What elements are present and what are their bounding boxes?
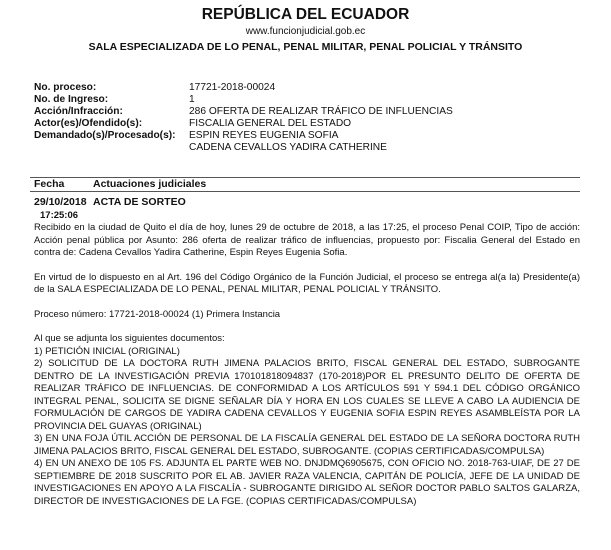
accion-value: 286 OFERTA DE REALIZAR TRÁFICO DE INFLUENCIAS bbox=[189, 105, 453, 117]
court-name: SALA ESPECIALIZADA DE LO PENAL, PENAL MILITAR, PENAL POLICIAL Y TRÁNSITO bbox=[88, 41, 523, 53]
entry-time: 17:25:06 bbox=[40, 210, 79, 221]
demandado-value-2: CADENA CEVALLOS YADIRA CATHERINE bbox=[189, 141, 387, 153]
case-info bbox=[34, 82, 453, 153]
document-item-1: 1) PETICIÓN INICIAL (ORIGINAL) bbox=[34, 345, 180, 357]
entry-body bbox=[34, 222, 580, 508]
case-row-actor bbox=[34, 118, 453, 130]
entry-date: 29/10/2018 bbox=[34, 196, 87, 208]
paragraph-disposition: En virtud de lo dispuesto en al Art. 196 del Código Orgánico de la Función Judicial, el proceso se entrega al(a la) Presidente(a) de la SALA ESPECIALIZADA DE LO PENAL, PENAL MILITAR, PENAL POLICIAL Y TRÁNSITO. bbox=[34, 271, 580, 295]
case-row-ingreso bbox=[34, 94, 453, 106]
document-item-2: 2) SOLICITUD DE LA DOCTORA RUTH JIMENA PALACIOS BRITO, FISCAL GENERAL DEL ESTADO, SUBROGANTE DENTRO DE LA INVESTIGACIÓN PREVIA 170101818094837 (170-2018)POR EL PRESUNTO DELITO DE OFERTA DE REALIZAR TRÁFICO DE INFLUENCIAS. DE CONFORMIDAD A LOS ARTÍCULOS 591 Y 594.1 DEL CÓDIGO ORGÁNICO INTEGRAL PENAL, SOLICITA SE DIGNE SEÑALAR DÍA Y HORA EN LOS CUALES SE LLEVE A CABO LA AUDIENCIA DE FORMULACIÓN DE CARGOS DE YADIRA CADENA CEVALLOS Y EUGENIA SOFIA ESPIN REYES ASAMBLEÍSTA POR LA PROVINCIA DEL GUAYAS (ORIGINAL) bbox=[34, 358, 580, 432]
divider-bottom bbox=[30, 191, 580, 192]
document-item-4: 4) EN UN ANEXO DE 105 FS. ADJUNTA EL PARTE WEB NO. DNJDMQ6905675, CON OFICIO NO. 2018-763-UIAF, DE 27 DE SEPTIEMBRE DE 2018 SUSCRITO POR EL AB. JAVIER RAZA VALENCIA, CAPITÁN DE POLICÍA, JEFE DE LA UNIDAD DE INVESTIGACIONES EN APOYO A LA FISCALÍA - SUBROGANTE DIRIGIDO AL SEÑOR DOCTOR PABLO SALTOS GALARZA, DIRECTOR DE INVESTIGACIONES DE LA FGE. (COPIAS CERTIFICADAS/COMPULSA) bbox=[34, 458, 580, 507]
case-row-proceso bbox=[34, 82, 453, 94]
paragraph-process-number: Proceso número: 17721-2018-00024 (1) Primera Instancia bbox=[34, 308, 281, 320]
column-header-actuaciones: Actuaciones judiciales bbox=[93, 178, 207, 190]
case-row-accion bbox=[34, 106, 453, 118]
proceso-label: No. proceso: bbox=[34, 82, 97, 93]
paragraph-attachments-intro: Al que se adjunta los siguientes documentos: bbox=[34, 333, 225, 344]
entry-title: ACTA DE SORTEO bbox=[93, 196, 186, 208]
country-title: REPÚBLICA DEL ECUADOR bbox=[201, 6, 410, 23]
paragraph-received: Recibido en la ciudad de Quito el día de hoy, lunes 29 de octubre de 2018, a las 17:25, el proceso Penal COIP, Tipo de acción: Acción penal pública por Asunto: 286 oferta de realizar tráfico de influencias, propuesto por: Fiscalia General del Estado en contra de: Cadena Cevallos Yadira Catherine, Espin Reyes Eugenia Sofia. bbox=[34, 222, 580, 258]
actor-value: FISCALIA GENERAL DEL ESTADO bbox=[189, 117, 352, 129]
document-item-3: 3) EN UNA FOJA ÚTIL ACCIÓN DE PERSONAL DE LA FISCALÍA GENERAL DEL ESTADO DE LA SEÑORA DOCTORA RUTH JIMENA PALACIOS BRITO, FISCAL GENERAL DEL ESTADO, SUBROGANTE. (COPIAS CERTIFICADAS/COMPULSA) bbox=[34, 433, 580, 457]
proceso-value: 17721-2018-00024 bbox=[189, 82, 276, 93]
website-url[interactable]: www.funcionjudicial.gob.ec bbox=[245, 26, 366, 37]
ingreso-label: No. de Ingreso: bbox=[34, 93, 109, 105]
ingreso-value: 1 bbox=[189, 93, 195, 105]
accion-label: Acción/Infracción: bbox=[34, 105, 123, 117]
demandado-label: Demandado(s)/Procesado(s): bbox=[34, 129, 176, 141]
demandado-value-1: ESPIN REYES EUGENIA SOFIA bbox=[189, 129, 339, 141]
case-row-demandado-2 bbox=[34, 142, 453, 154]
case-row-demandado bbox=[34, 130, 453, 142]
column-header-fecha: Fecha bbox=[34, 178, 65, 190]
actor-label: Actor(es)/Ofendido(s): bbox=[34, 117, 143, 129]
